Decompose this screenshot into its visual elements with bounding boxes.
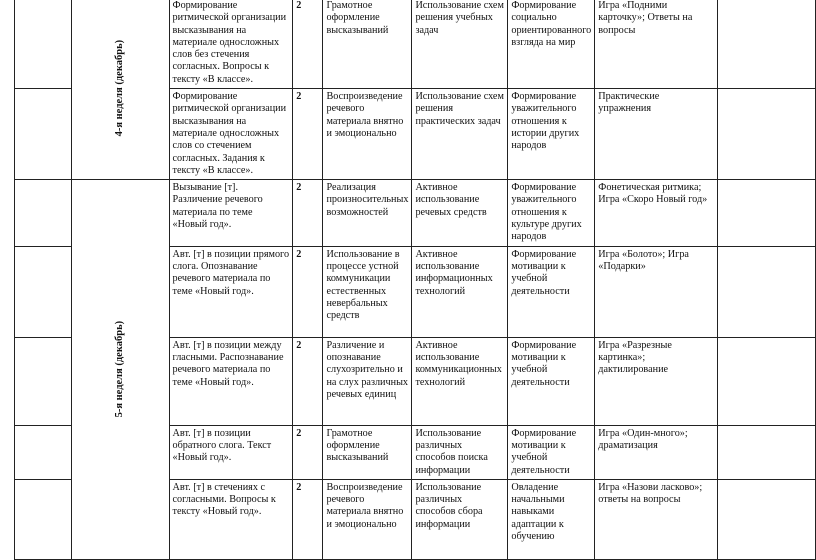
games-cell: Фонетическая ритмика; Игра «Скоро Новый год» [595,180,717,246]
personal-cell: Формирование уважительного отношения к культуре других народов [508,180,595,246]
lesson-plan-table [14,0,816,560]
empty-cell [15,0,72,89]
correction-cell: Грамотное оформление высказываний [323,0,412,89]
hours-cell: 2 [293,0,323,89]
methods-cell: Использование различных способов сбора информации [412,479,508,559]
correction-cell: Реализация произносительных возможностей [323,180,412,246]
topic-cell: Авт. [т] в стечениях с согласными. Вопросы к тексту «Новый год». [169,479,293,559]
topic-cell: Формирование ритмической организации высказывания на материале односложных слов без стечения согласных. Вопросы к тексту «В классе». [169,0,293,89]
hours-cell: 2 [293,89,323,180]
games-cell: Игра «Назови ласково»; ответы на вопросы [595,479,717,559]
hours-cell: 2 [293,425,323,479]
correction-cell: Воспроизведение речевого материала внятно и эмоционально [323,479,412,559]
personal-cell: Формирование мотивации к учебной деятельности [508,246,595,337]
week-label: 5-я неделя (декабрь) [114,321,126,418]
empty-cell [15,246,72,337]
methods-cell: Использование схем решения практических задач [412,89,508,180]
empty-cell [717,180,815,246]
empty-cell [15,89,72,180]
empty-cell [717,89,815,180]
correction-cell: Использование в процессе устной коммуникации естественных невербальных средств [323,246,412,337]
methods-cell: Активное использование речевых средств [412,180,508,246]
empty-cell [717,246,815,337]
personal-cell: Формирование социально ориентированного взгляда на мир [508,0,595,89]
personal-cell: Овладение начальными навыками адаптации к обучению [508,479,595,559]
topic-cell: Вызывание [т]. Различение речевого материала по теме «Новый год». [169,180,293,246]
methods-cell: Активное использование коммуникационных технологий [412,337,508,425]
games-cell: Игра «Один-много»; драматизация [595,425,717,479]
hours-cell: 2 [293,246,323,337]
hours-cell: 2 [293,180,323,246]
topic-cell: Авт. [т] в позиции обратного слога. Текст «Новый год». [169,425,293,479]
empty-cell [15,479,72,559]
empty-cell [15,337,72,425]
personal-cell: Формирование мотивации к учебной деятельности [508,337,595,425]
topic-cell: Авт. [т] в позиции прямого слога. Опознавание речевого материала по теме «Новый год». [169,246,293,337]
methods-cell: Использование различных способов поиска информации [412,425,508,479]
week-label: 4-я неделя (декабрь) [114,40,126,137]
week-cell [71,0,169,180]
personal-cell: Формирование мотивации к учебной деятельности [508,425,595,479]
topic-cell: Формирование ритмической организации высказывания на материале односложных слов со стечением согласных. Задания к тексту «В классе». [169,89,293,180]
correction-cell: Грамотное оформление высказываний [323,425,412,479]
empty-cell [717,0,815,89]
correction-cell: Различение и опознавание слухозрительно и на слух различных речевых единиц [323,337,412,425]
games-cell: Практические упражнения [595,89,717,180]
correction-cell: Воспроизведение речевого материала внятно и эмоционально [323,89,412,180]
personal-cell: Формирование уважительного отношения к истории других народов [508,89,595,180]
games-cell: Игра «Болото»; Игра «Подарки» [595,246,717,337]
table-row [15,180,816,246]
empty-cell [717,425,815,479]
hours-cell: 2 [293,479,323,559]
week-cell [71,180,169,560]
empty-cell [717,337,815,425]
table-row [15,0,816,89]
topic-cell: Авт. [т] в позиции между гласными. Распознавание речевого материала по теме «Новый год». [169,337,293,425]
methods-cell: Использование схем решения учебных задач [412,0,508,89]
games-cell: Игра «Подними карточку»; Ответы на вопросы [595,0,717,89]
empty-cell [15,425,72,479]
hours-cell: 2 [293,337,323,425]
methods-cell: Активное использование информационных технологий [412,246,508,337]
empty-cell [15,180,72,246]
empty-cell [717,479,815,559]
games-cell: Игра «Разрезные картинка»; дактилирование [595,337,717,425]
